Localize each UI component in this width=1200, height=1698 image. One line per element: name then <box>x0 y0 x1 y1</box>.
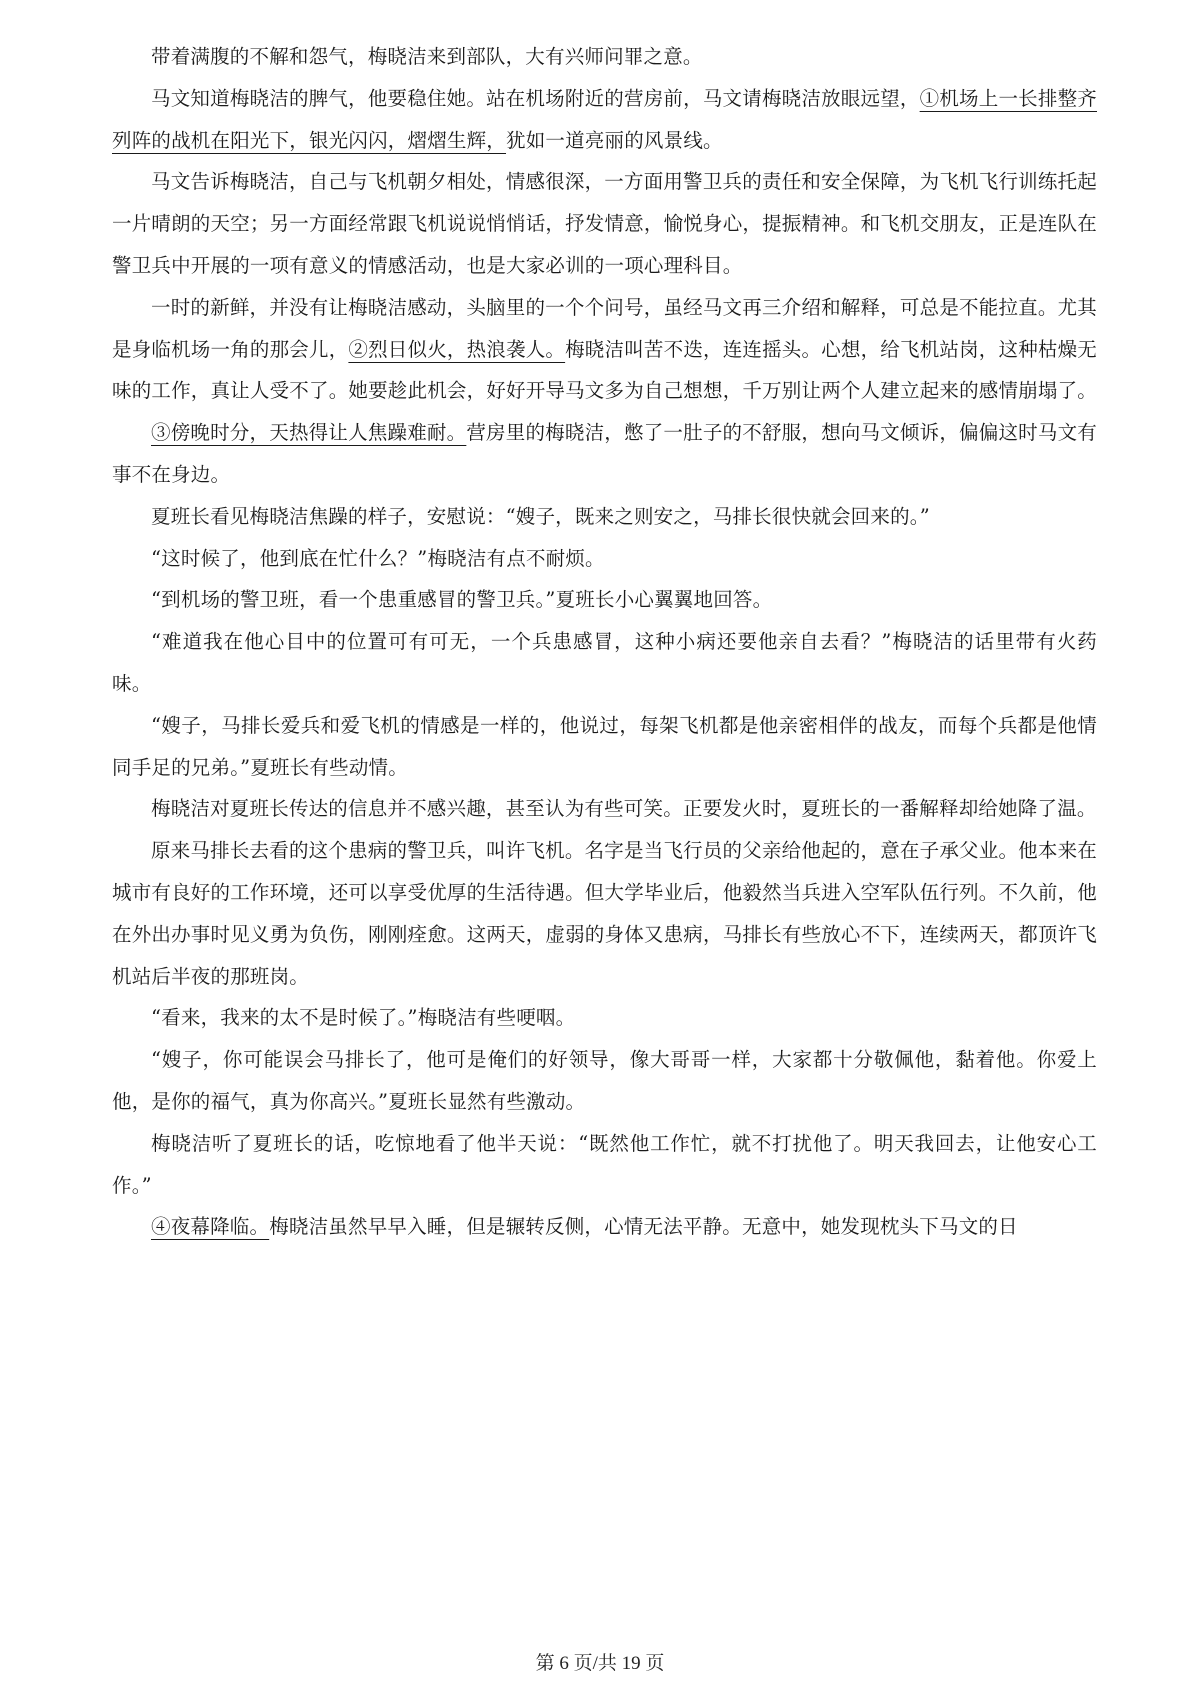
text-run: 梅晓洁对夏班长传达的信息并不感兴趣，甚至认为有些可笑。正要发火时，夏班长的一番解释却给她降了温。 <box>151 797 1097 821</box>
underlined-text: ④夜幕降临。 <box>151 1215 270 1239</box>
paragraph <box>112 78 1097 162</box>
paragraph <box>112 579 1097 621</box>
text-run: 带着满腹的不解和怨气，梅晓洁来到部队，大有兴师问罪之意。 <box>151 45 703 68</box>
text-run: 马文告诉梅晓洁，自己与飞机朝夕相处，情感很深，一方面用警卫兵的责任和安全保障，为飞机飞行训练托起一片晴朗的天空；另一方面经常跟飞机说说悄悄话，抒发情意，愉悦身心，提振精神。和飞机交朋友，正是连队在警卫兵中开展的一项有意义的情感活动，也是大家必训的一项心理科目。 <box>112 170 1098 277</box>
paragraph <box>112 1123 1097 1207</box>
paragraph <box>112 1206 1097 1248</box>
paragraph <box>112 496 1097 538</box>
article-body <box>112 36 1097 1248</box>
text-run: 梅晓洁虽然早早入睡，但是辗转反侧，心情无法平静。无意中，她发现枕头下马文的日 <box>269 1215 1018 1239</box>
paragraph <box>112 705 1097 789</box>
paragraph <box>112 1039 1097 1123</box>
text-run: “到机场的警卫班，看一个患重感冒的警卫兵。”夏班长小心翼翼地回答。 <box>151 588 773 612</box>
underlined-text: ①机场上一长排整齐列阵的战机在阳光下，银光闪闪，熠熠生辉， <box>112 86 1097 152</box>
text-run: “嫂子，马排长爱兵和爱飞机的情感是一样的，他说过，每架飞机都是他亲密相伴的战友，而每个兵都是他情同手足的兄弟。”夏班长有些动情。 <box>112 713 1097 779</box>
paragraph <box>112 412 1097 496</box>
paragraph <box>112 161 1097 286</box>
paragraph <box>112 997 1097 1039</box>
text-run: 原来马排长去看的这个患病的警卫兵，叫许飞机。名字是当飞行员的父亲给他起的，意在子承父业。他本来在城市有良好的工作环境，还可以享受优厚的生活待遇。但大学毕业后，他毅然当兵进入空军队伍行列。不久前，他在外出办事时见义勇为负伤，刚刚痊愈。这两天，虚弱的身体又患病，马排长有些放心不下，连续两天，都顶许飞机站后半夜的那班岗。 <box>112 839 1098 988</box>
text-run: “难道我在他心目中的位置可有可无，一个兵患感冒，这种小病还要他亲自去看？”梅晓洁的话里带有火药味。 <box>112 630 1097 695</box>
underlined-text: ③傍晚时分，天热得让人焦躁难耐。 <box>151 421 467 445</box>
paragraph <box>112 788 1097 830</box>
text-run: “看来，我来的太不是时候了。”梅晓洁有些哽咽。 <box>151 1006 576 1030</box>
paragraph <box>112 621 1097 705</box>
paragraph <box>112 36 1097 78</box>
text-run: 犹如一道亮丽的风景线。 <box>506 128 723 152</box>
text-run: 梅晓洁叫苦不迭，连连摇头。心想，给飞机站岗，这种枯燥无味的工作，真让人受不了。她要趁此机会，好好开导马文多为自己想想，千万别让两个人建立起来的感情崩塌了。 <box>112 337 1098 403</box>
paragraph <box>112 538 1097 580</box>
text-run: “这时候了，他到底在忙什么？”梅晓洁有点不耐烦。 <box>151 546 605 570</box>
paragraph <box>112 830 1097 997</box>
text-run: 马文知道梅晓洁的脾气，他要稳住她。站在机场附近的营房前，马文请梅晓洁放眼远望， <box>151 86 920 110</box>
underlined-text: ②烈日似火，热浪袭人。 <box>348 337 566 361</box>
text-run: 营房里的梅晓洁，憋了一肚子的不舒服，想向马文倾诉，偏偏这时马文有事不在身边。 <box>112 421 1098 486</box>
text-run: 梅晓洁听了夏班长的话，吃惊地看了他半天说：“既然他工作忙，就不打扰他了。明天我回去，让他安心工作。” <box>112 1131 1097 1197</box>
paragraph <box>112 287 1097 412</box>
text-run: 夏班长看见梅晓洁焦躁的样子，安慰说：“嫂子，既来之则安之，马排长很快就会回来的。” <box>151 504 930 528</box>
text-run: 一时的新鲜，并没有让梅晓洁感动，头脑里的一个个问号，虽经马文再三介绍和解释，可总是不能拉直。尤其是身临机场一角的那会儿， <box>112 295 1097 361</box>
page-number: 第 6 页/共 19 页 <box>535 1653 665 1674</box>
text-run: “嫂子，你可能误会马排长了，他可是俺们的好领导，像大哥哥一样，大家都十分敬佩他，黏着他。你爱上他，是你的福气，真为你高兴。”夏班长显然有些激动。 <box>112 1048 1097 1113</box>
